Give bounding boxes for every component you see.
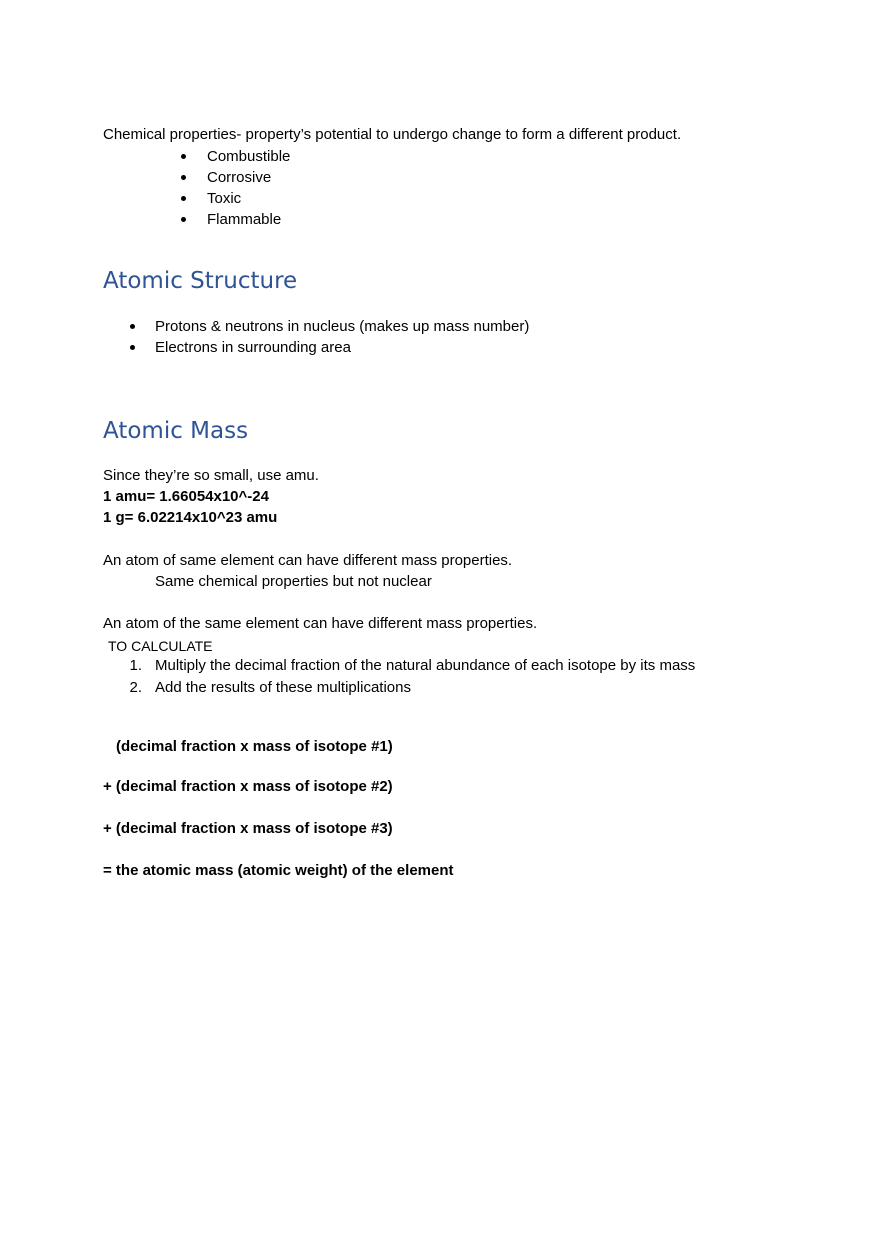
amu-definition: 1 amu= 1.66054x10^-24: [103, 488, 269, 505]
step-text: Add the results of these multiplications: [155, 679, 411, 696]
bullet-icon: [181, 154, 186, 159]
bullet-icon: [130, 324, 135, 329]
to-calculate-label: TO CALCULATE: [108, 638, 213, 654]
gram-definition: 1 g= 6.02214x10^23 amu: [103, 509, 278, 526]
step-number: 1.: [129, 657, 142, 674]
atomic-mass-intro: Since they’re so small, use amu.: [103, 467, 319, 484]
step-number: 2.: [129, 679, 142, 696]
formula-result: = the atomic mass (atomic weight) of the element: [103, 862, 454, 879]
formula-line-3: + (decimal fraction x mass of isotope #3): [103, 820, 393, 837]
bullet-icon: [181, 217, 186, 222]
step-text: Multiply the decimal fraction of the natural abundance of each isotope by its mass: [155, 657, 696, 674]
formula-line-1: (decimal fraction x mass of isotope #1): [116, 738, 393, 755]
bullet-icon: [130, 345, 135, 350]
atomic-structure-heading: Atomic Structure: [103, 268, 298, 294]
list-item: Toxic: [207, 190, 242, 207]
list-item: Flammable: [207, 211, 282, 228]
chemical-properties-intro: Chemical properties- property’s potential to undergo change to form a different product.: [103, 126, 682, 143]
list-item: Electrons in surrounding area: [155, 339, 351, 356]
bullet-icon: [181, 175, 186, 180]
atomic-mass-heading: Atomic Mass: [103, 418, 249, 444]
list-item: Corrosive: [207, 169, 272, 186]
list-item: Combustible: [207, 148, 291, 165]
bullet-icon: [181, 196, 186, 201]
list-item: Protons & neutrons in nucleus (makes up mass number): [155, 318, 530, 335]
isotope-note-2: An atom of the same element can have different mass properties.: [103, 615, 538, 632]
isotope-subnote: Same chemical properties but not nuclear: [155, 573, 432, 590]
isotope-note: An atom of same element can have different mass properties.: [103, 552, 513, 569]
formula-line-2: + (decimal fraction x mass of isotope #2): [103, 778, 393, 795]
